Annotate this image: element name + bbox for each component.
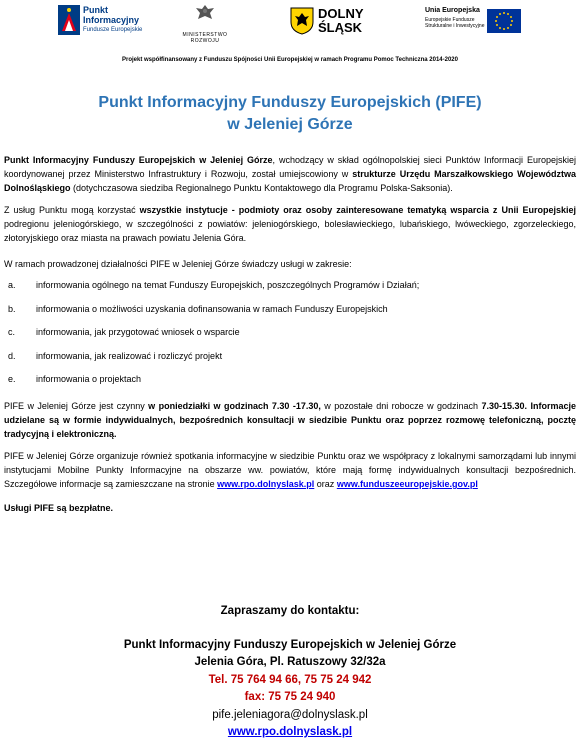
title-line-1: Punkt Informacyjny Funduszy Europejskich (PIFE) <box>98 94 482 111</box>
contact-address: Jelenia Góra, Pl. Ratuszowy 32/32a <box>194 656 386 668</box>
document-body <box>4 153 576 515</box>
fundusze-link[interactable]: www.funduszeeuropejskie.gov.pl <box>336 478 478 489</box>
list-item: e. informowania o projektach <box>8 374 142 385</box>
list-item: b. informowania o możliwości uzyskania dofinansowania w ramach Funduszy Europejskich <box>8 303 388 314</box>
ministry-logo: MINISTERSTWO ROZWOJU <box>170 3 240 43</box>
contact-block <box>0 603 580 742</box>
meetings-paragraph: PIFE w Jeleniej Górze organizuje również spotkania informacyjne w siedzibie Punktu oraz we współpracy z lokalnymi samorządami lub innymi instytucjami Mobilne Punkty Informacyjne na obszarze ww. powiatów, które mają formę indywidualnych konsultacji bezpośrednich. Szczegółowe informacje są zamieszczane na stronie www.rpo.dolnyslask.pl oraz www.funduszeeuropejskie.gov.pl <box>4 450 576 489</box>
contact-fax: fax: 75 75 24 940 <box>244 691 336 703</box>
contact-email[interactable]: pife.jeleniagora@dolnyslask.pl <box>212 708 368 721</box>
dolny-slask-logo: DOLNY ŚLĄSK <box>290 3 380 43</box>
eu-flag-icon <box>487 9 521 33</box>
eligibility-paragraph: Z usług Punktu mogą korzystać wszystkie instytucje - podmioty oraz osoby zainteresowane tematyką wsparcia z Unii Europejskiej podregionu jeleniogórskiego, w szczególności z powiatów: jeleniogórskiego, bolesławieckiego, lubańskiego, lwóweckiego, zgorzeleckiego, złotoryjskiego oraz miasta na prawach powiatu Jelenia Góra. <box>4 205 576 243</box>
contact-name: Punkt Informacyjny Funduszy Europejskich w Jeleniej Górze <box>123 638 457 651</box>
intro-paragraph: Punkt Informacyjny Funduszy Europejskich w Jeleniej Górze, wchodzący w skład ogólnopolskiej sieci Punktów Informacji Europejskiej koordynowanej przez Ministerstwo Infrastruktury i Rozwoju, został umiejscowiony w strukturze Urzędu Marszałkowskiego Województwa Dolnośląskiego (dotychczasowa siedziba Regionalnego Punktu Kontaktowego dla Programu Polska-Saksonia). <box>4 155 577 193</box>
eagle-icon <box>194 3 216 25</box>
rpo-link[interactable]: www.rpo.dolnyslask.pl <box>217 478 315 489</box>
list-item: a. informowania ogólnego na temat Funduszy Europejskich, poszczególnych Programów i Działań; <box>8 280 420 290</box>
logo-bar <box>0 0 580 50</box>
services-list <box>4 278 576 396</box>
services-intro: W ramach prowadzonej działalności PIFE w Jeleniej Górze świadczy usługi w zakresie: <box>4 259 352 269</box>
contact-phone: Tel. 75 764 94 66, 75 75 24 942 <box>208 673 372 686</box>
fundusze-europejskie-icon <box>58 5 80 35</box>
contact-heading: Zapraszamy do kontaktu: <box>220 605 360 617</box>
contact-website-link[interactable]: www.rpo.dolnyslask.pl <box>227 726 353 738</box>
opening-hours-paragraph: PIFE w Jeleniej Górze jest czynny w poniedziałki w godzinach 7.30 -17.30, w pozostałe dni robocze w godzinach 7.30-15.30. Informacje udzielane są w formie indywidualnych, bezpośrednich konsultacji w siedzibie Punktu oraz poprzez rozmowę telefoniczną, pocztę tradycyjną i elektroniczną. <box>4 400 576 439</box>
cofunding-note: Projekt współfinansowany z Funduszu Spójności Unii Europejskiej w ramach Programu Pomoc Techniczna 2014-2020 <box>122 57 458 63</box>
pife-logo: Punkt Informacyjny Fundusze Europejskie <box>58 3 168 43</box>
eagle-shield-icon <box>290 7 314 35</box>
list-item: d. informowania, jak realizować i rozliczyć projekt <box>8 350 223 361</box>
list-item: c. informowania, jak przygotować wniosek o wsparcie <box>8 327 240 338</box>
eu-logo: Unia Europejska Europejskie Fundusze Strukturalne i Inwestycyjne <box>425 3 525 43</box>
free-services-note: Usługi PIFE są bezpłatne. <box>4 502 114 513</box>
title-line-2: w Jeleniej Górze <box>227 116 353 133</box>
page-title <box>0 92 580 136</box>
